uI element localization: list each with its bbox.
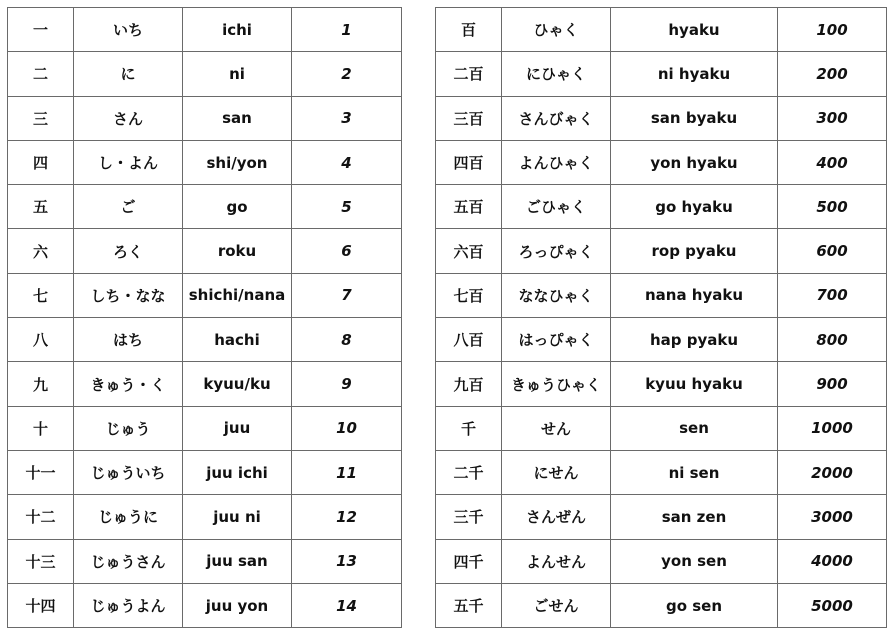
number-cell: 5: [292, 185, 402, 229]
number-cell: 4: [292, 140, 402, 184]
kana-cell: ごひゃく: [502, 185, 611, 229]
number-cell: 7: [292, 273, 402, 317]
kana-cell: はっぴゃく: [502, 318, 611, 362]
romaji-cell: rop pyaku: [611, 229, 778, 273]
romaji-cell: roku: [183, 229, 292, 273]
kana-cell: にせん: [502, 450, 611, 494]
table-row: [436, 185, 887, 229]
kanji-cell: 四千: [436, 539, 502, 583]
romaji-cell: san zen: [611, 495, 778, 539]
number-cell: 600: [778, 229, 887, 273]
table-row: [8, 362, 402, 406]
romaji-cell: ichi: [183, 8, 292, 52]
number-cell: 9: [292, 362, 402, 406]
kanji-cell: 五千: [436, 583, 502, 627]
kanji-cell: 百: [436, 8, 502, 52]
table-row: [436, 273, 887, 317]
romaji-cell: nana hyaku: [611, 273, 778, 317]
romaji-cell: kyuu hyaku: [611, 362, 778, 406]
romaji-cell: juu ni: [183, 495, 292, 539]
number-cell: 1000: [778, 406, 887, 450]
romaji-cell: ni sen: [611, 450, 778, 494]
kana-cell: さん: [74, 96, 183, 140]
table-row: [8, 318, 402, 362]
number-cell: 13: [292, 539, 402, 583]
table-row: [8, 52, 402, 96]
romaji-cell: ni hyaku: [611, 52, 778, 96]
number-cell: 8: [292, 318, 402, 362]
romaji-cell: yon sen: [611, 539, 778, 583]
number-cell: 10: [292, 406, 402, 450]
kana-cell: はち: [74, 318, 183, 362]
table-row: [8, 406, 402, 450]
kanji-cell: 四百: [436, 140, 502, 184]
table-row: [8, 539, 402, 583]
table-row: [8, 273, 402, 317]
kanji-cell: 七百: [436, 273, 502, 317]
romaji-cell: san: [183, 96, 292, 140]
table-row: [436, 96, 887, 140]
table-row: [8, 96, 402, 140]
kanji-cell: 十二: [8, 495, 74, 539]
number-cell: 2000: [778, 450, 887, 494]
kana-cell: きゅう・く: [74, 362, 183, 406]
kana-cell: じゅういち: [74, 450, 183, 494]
kanji-cell: 十四: [8, 583, 74, 627]
table-row: [436, 8, 887, 52]
kana-cell: じゅうに: [74, 495, 183, 539]
number-cell: 900: [778, 362, 887, 406]
number-cell: 400: [778, 140, 887, 184]
table-row: [436, 539, 887, 583]
kana-cell: ご: [74, 185, 183, 229]
number-cell: 5000: [778, 583, 887, 627]
romaji-cell: yon hyaku: [611, 140, 778, 184]
number-cell: 12: [292, 495, 402, 539]
romaji-cell: kyuu/ku: [183, 362, 292, 406]
kana-cell: いち: [74, 8, 183, 52]
table-row: [436, 318, 887, 362]
kanji-cell: 九百: [436, 362, 502, 406]
kanji-cell: 三千: [436, 495, 502, 539]
romaji-cell: go sen: [611, 583, 778, 627]
kana-cell: ろく: [74, 229, 183, 273]
number-cell: 300: [778, 96, 887, 140]
kanji-cell: 二: [8, 52, 74, 96]
kana-cell: じゅうさん: [74, 539, 183, 583]
number-cell: 11: [292, 450, 402, 494]
romaji-cell: ni: [183, 52, 292, 96]
table-row: [436, 362, 887, 406]
kanji-cell: 四: [8, 140, 74, 184]
romaji-cell: go: [183, 185, 292, 229]
romaji-cell: hap pyaku: [611, 318, 778, 362]
romaji-cell: shi/yon: [183, 140, 292, 184]
kanji-cell: 七: [8, 273, 74, 317]
kanji-cell: 八: [8, 318, 74, 362]
kanji-cell: 五百: [436, 185, 502, 229]
table-row: [8, 495, 402, 539]
number-cell: 800: [778, 318, 887, 362]
number-cell: 100: [778, 8, 887, 52]
numbers-table-left-body: [8, 8, 402, 628]
table-row: [436, 495, 887, 539]
kanji-cell: 三: [8, 96, 74, 140]
kana-cell: せん: [502, 406, 611, 450]
kanji-cell: 一: [8, 8, 74, 52]
numbers-table-right: [435, 7, 887, 628]
table-row: [8, 450, 402, 494]
number-cell: 700: [778, 273, 887, 317]
number-cell: 200: [778, 52, 887, 96]
kanji-cell: 二百: [436, 52, 502, 96]
romaji-cell: juu ichi: [183, 450, 292, 494]
kana-cell: しち・なな: [74, 273, 183, 317]
romaji-cell: shichi/nana: [183, 273, 292, 317]
table-row: [436, 229, 887, 273]
kana-cell: ろっぴゃく: [502, 229, 611, 273]
kanji-cell: 十一: [8, 450, 74, 494]
number-cell: 500: [778, 185, 887, 229]
kana-cell: じゅうよん: [74, 583, 183, 627]
kana-cell: よんひゃく: [502, 140, 611, 184]
table-row: [8, 583, 402, 627]
numbers-table-right-body: [436, 8, 887, 628]
table-row: [8, 229, 402, 273]
number-cell: 14: [292, 583, 402, 627]
romaji-cell: hyaku: [611, 8, 778, 52]
number-cell: 4000: [778, 539, 887, 583]
table-row: [436, 140, 887, 184]
romaji-cell: juu san: [183, 539, 292, 583]
number-cell: 3: [292, 96, 402, 140]
romaji-cell: juu yon: [183, 583, 292, 627]
number-cell: 1: [292, 8, 402, 52]
kana-cell: きゅうひゃく: [502, 362, 611, 406]
table-row: [436, 583, 887, 627]
kana-cell: ごせん: [502, 583, 611, 627]
kanji-cell: 二千: [436, 450, 502, 494]
kana-cell: さんぜん: [502, 495, 611, 539]
kana-cell: さんびゃく: [502, 96, 611, 140]
number-cell: 6: [292, 229, 402, 273]
kanji-cell: 六百: [436, 229, 502, 273]
kana-cell: ひゃく: [502, 8, 611, 52]
kana-cell: ななひゃく: [502, 273, 611, 317]
table-row: [8, 185, 402, 229]
table-row: [8, 8, 402, 52]
number-cell: 2: [292, 52, 402, 96]
kanji-cell: 九: [8, 362, 74, 406]
romaji-cell: juu: [183, 406, 292, 450]
kanji-cell: 五: [8, 185, 74, 229]
kanji-cell: 十: [8, 406, 74, 450]
romaji-cell: go hyaku: [611, 185, 778, 229]
romaji-cell: san byaku: [611, 96, 778, 140]
romaji-cell: sen: [611, 406, 778, 450]
kanji-cell: 千: [436, 406, 502, 450]
table-row: [8, 140, 402, 184]
kanji-cell: 十三: [8, 539, 74, 583]
kana-cell: し・よん: [74, 140, 183, 184]
kana-cell: よんせん: [502, 539, 611, 583]
kanji-cell: 八百: [436, 318, 502, 362]
number-cell: 3000: [778, 495, 887, 539]
table-row: [436, 52, 887, 96]
romaji-cell: hachi: [183, 318, 292, 362]
table-row: [436, 406, 887, 450]
kana-cell: じゅう: [74, 406, 183, 450]
kana-cell: にひゃく: [502, 52, 611, 96]
numbers-table-left: [7, 7, 402, 628]
kana-cell: に: [74, 52, 183, 96]
table-row: [436, 450, 887, 494]
kanji-cell: 六: [8, 229, 74, 273]
kanji-cell: 三百: [436, 96, 502, 140]
